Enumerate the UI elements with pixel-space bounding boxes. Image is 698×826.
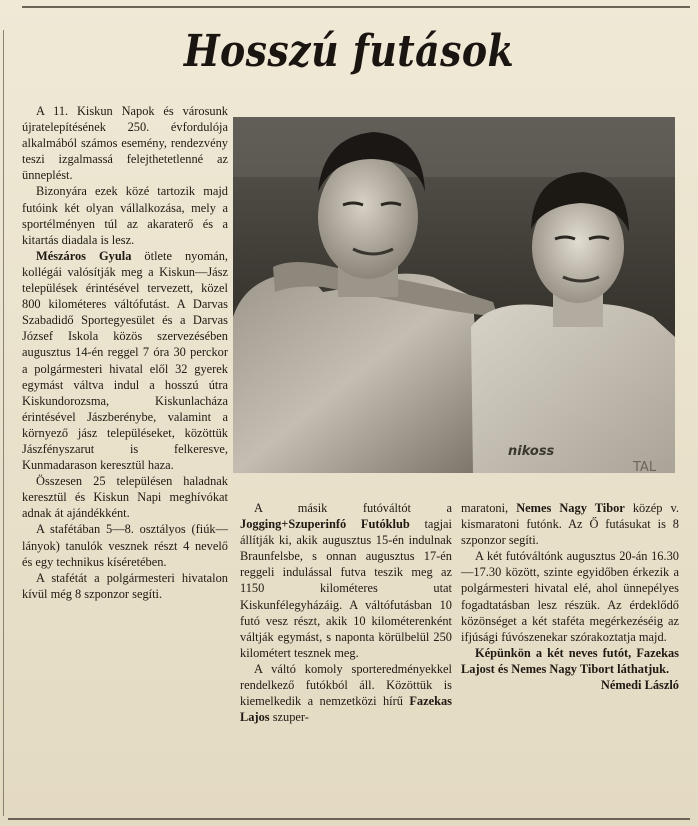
- col1-paragraph-2: Bizonyára ezek közé tartozik majd futóink két olyan vállalkozása, mely a sportélményen túl az akaraterő és a kitartás diadala is lesz.: [22, 184, 228, 247]
- photo-caption: Képünkön a két neves futót, Fazekas Lajost és Nemes Nagy Tibort láthatjuk.: [461, 645, 679, 676]
- column-3: [461, 500, 679, 693]
- article-title: Hosszú futások: [183, 26, 515, 77]
- shirt-logo-text: nikoss: [508, 444, 555, 459]
- runner-name-nemes: Nemes Nagy Tibor: [516, 501, 625, 515]
- col1-paragraph-1: A 11. Kiskun Napok és városunk újratelepítésének 250. évfordulója alkalmából számos esemény, rendezvény teszi izgalmassá felejthetetlenné az ünneplést.: [22, 104, 228, 183]
- col3-paragraph-2: A két futóváltónk augusztus 20-án 16.30—17.30 között, szinte egyidőben érkezik a polgármesteri hivatal elé, ahol ünnepélyes fogadtatásban lesz részük. Az érdeklődő közönséget a két staféta megérkezéséig az ifjúsági fúvószenekar szórakoztatja majd.: [461, 549, 679, 644]
- author-signature: Némedi László: [600, 678, 679, 693]
- col1-paragraph-4: Összesen 25 településen haladnak keresztül és Kiskun Napi meghívókat adnak át ajándékként.: [22, 474, 228, 521]
- column-1: [22, 103, 228, 602]
- runners-photo: [233, 117, 675, 473]
- column-2: [240, 500, 452, 725]
- col2-paragraph-2: A váltó komoly sporteredményekkel rendelkező futókból áll. Közöttük is kiemelkedik a nemzetközi hírű Fazekas Lajos szuper-: [240, 661, 452, 725]
- left-rule: [3, 30, 4, 816]
- bottom-rule: [8, 818, 690, 820]
- organizer-name: Mészáros Gyula: [36, 248, 132, 263]
- sign-text: TAL: [633, 460, 657, 473]
- club-name: Jogging+Szuperinfó Futóklub: [240, 517, 410, 532]
- col1-paragraph-3: Mészáros Gyula ötlete nyomán, kollégái valósítják meg a Kiskun—Jász települések érintésével tervezett, közel 800 kilométeres váltófutást. A Darvas Szabadidő Sportegyesület és a Darvas József Iskola közös szervezésében augusztus 14-én reggel 7 óra 30 perckor a polgármesteri hivatal elől 32 gyerek egymást váltva indul a hosszú útra Kiskundorozsma, Kiskunlacháza érintésével Jászberénybe, valamint a környező jász településeket, közöttük Jászfényszarut is felkeresve, Kunmadarason keresztül haza.: [22, 248, 229, 473]
- col2-paragraph-1: A másik futóváltót a Jogging+Szuperinfó Futóklub tagjai állítják ki, akik augusztus 15-én indulnak Braunfelsbe, s onnan augusztus 17-én reggeli indulással futva teszik meg az 1150 kilométeres utat Kiskunfélegyházáig. A váltófutásban 10 futó vesz részt, akik 10 kilométerenként váltják egymást, s naponta körülbelül 250 kilométert tesznek meg.: [240, 501, 452, 660]
- runner-name-fazekas: Fazekas Lajos: [240, 694, 452, 725]
- col1-paragraph-5: A stafétában 5—8. osztályos (fiúk—lányok) tanulók vesznek részt 4 nevelő és egy technikus kíséretében.: [22, 522, 228, 569]
- col1-paragraph-6: A stafétát a polgármesteri hivatalon kívül még 8 szponzor segíti.: [22, 570, 228, 601]
- top-rule: [22, 6, 690, 8]
- col3-paragraph-1: maratoni, Nemes Nagy Tibor közép v. kismaratoni futónk. Az Ő futásukat is 8 szponzor segíti.: [461, 501, 679, 548]
